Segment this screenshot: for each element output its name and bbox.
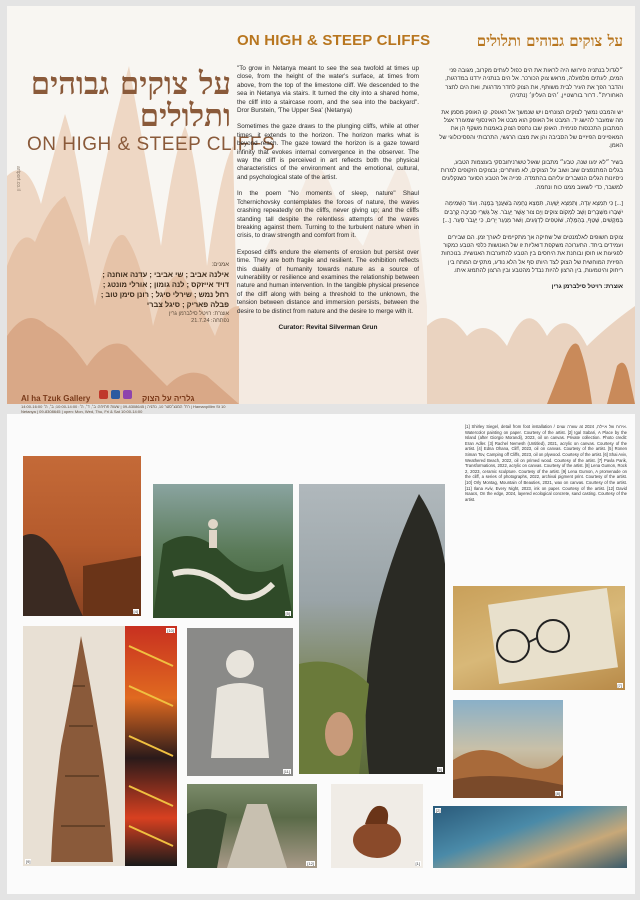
artwork-credits: [1] Shirley Siegel, detail from foot installation / עשרה עצים at אירוח של איילת, 2024. Watercolor painting on paper. Courtesy of the artist. [2] Igal Sabari, A Place by the Island (after Giorgio Morandi), 2023, oil on canvas. Private collection. Photo credit: Eran Adler. [3] Rachel Nemesh (Untitled), 2021, acrylic on canvas. Courtesy of the artist. [4] Edna Ohana, Cliff, 2023, oil on canvas. Courtesy of the artist. [5] Ronen Siman Tov, Camping off Cliffs, 2023, oil on plywood. Courtesy of the artist. [6] Shai Aviv, Weathered Beach, 2022, oil on primed wood. Courtesy of the artist. [7] Pavla Parik, Transformations, 2022, acrylic on canvas. Courtesy of the artist. [8] Lena Gumon, Rock 2, 2023, ceramic sculpture. Courtesy of the artist. [9] Lena Gumon, A promenade on the cliff, a series of photographs, 2022, archival pigment print. Courtesy of the artist. [10] Orly Montag, Mountain of Beauties, 2021, wax on canvas. Courtesy of the artist. [11] Ilana Aviv, Every Night, 2023, ink on paper. Courtesy of the artist. [12] David Isaacs, On the edge, 2024, layered ecological concrete, sand casting. Courtesy of the artist.: [465, 424, 627, 502]
sponsor-logos: [99, 386, 135, 404]
artwork-glasses: [453, 586, 625, 690]
artwork-caption: [11]: [283, 769, 290, 774]
sponsor-logo-icon: [99, 390, 108, 399]
opening-date: נפתחה: 21.7.24: [191, 318, 229, 324]
curator-small-name: אוצרת: רויטל סילברמן גרין: [168, 311, 229, 317]
hebrew-poem: [...] כִּי תִמְצָא עֵדָה, וְתִמְצָא יְשֻׁעָה, תִּמְצָא נֶחָמָה בְּשִׁעֲנֵךְ בָּמֶנָּה. וְעוֹד הַשְׁמִימָה יִשְׁבְּרוּ מִשְׁבָּרִים וְשָׁב לִמְקוֹם צוּקִים וְיָם צוּר אֲשֶׁר יַעֲבֹר. אֶל גַּשְׁרֵי סְבִיבָה קְרָבִים בַּמִּקָּשִׁים, שֶׁטֶף, בְּהַמֻּלָּה, שׁוֹטְפִים לְדַגָּעִים, וְשׁוּר מְנַעֵר יָרִים, כִּי יַעֲבֹר סַעַר. [...]: [442, 201, 623, 225]
gallery-name-he: גלריה על הצוק: [142, 394, 195, 403]
hebrew-paragraph: צוקים חשופים לאלמנטים של שחיקה אך מתקיימים לאורך זמן. הם שבירים ועמידים ביחד. התערוכה משקפת דואליות זו של האנושות כלפי הטבע כמקור לפגיעות או חוסן ובוחנת את היחסים בין הטבע להתערבות האנושית. בנוכחות הפיזית המוחשית של הצוק לצד היותו סף אל הלא נודע, מתקיים המתח בין ריחוק והיטמעות, בין הרצון להיות נבדל מהטבע ובין הרצון להתמזג איתו.: [441, 234, 623, 275]
artwork-caption: [2]: [436, 808, 441, 813]
artwork-caption: [4]: [133, 609, 138, 614]
artists-line: רחל נמש ; שירלי סיגל ; רונן סימן טוב ;: [100, 290, 229, 299]
hebrew-paragraph: ״לגדול בנתניה פירושו היה לראות את הים כפול לעתים מקרוב, מגובה פני המים, לעתים מלמעלה, מראש צוק הכורכר. אל הים בנתניה ירדנו במדרגות, והדבר הפך את העיר לבית משותף, את הצוק לחדר מדרגות, ואת הים לחצר האחורית״. דרור בורשטיין, ׳הים העליון׳ (נתניה): [445, 68, 623, 100]
artwork-caption: [7]: [617, 683, 622, 688]
english-text-column: [237, 32, 431, 331]
culture-logo-icon: [123, 390, 132, 399]
artwork-tall-sculpture: [23, 626, 141, 866]
artwork-wax-painting: [125, 626, 177, 866]
artists-label: אמנים:: [211, 262, 229, 268]
artwork-seascape: [433, 806, 627, 868]
english-curator: Curator: Revital Silverman Grun: [278, 323, 378, 331]
artwork-torso-sculpture: [187, 628, 293, 776]
artists-line: פבלה פאריק ; סיגל צברי: [146, 300, 229, 309]
hebrew-text-column: [439, 32, 623, 290]
artwork-caption: [9]: [26, 859, 31, 864]
hebrew-curator: אוצרת: רויטל סילברמן גרין: [551, 283, 623, 290]
english-paragraph: Exposed cliffs endure the elements of erosion but persist over time. They are both fragile and resilient. The exhibition reflects this duality of humanity towards nature as a source of vulnerability or resilience and examines the relationship between nature and human intervention. In the tangible physical presence of the cliff along with being a threshold to the unknown, the tension between distance and immersion persists, between the desire to be distinct from nature and the desire to merge with it.: [237, 248, 419, 315]
hebrew-paragraph: בשיר ״לא ינעו שנה, טבע״ מתבונן שאול טשרניחובסקי בעוצמות הטבע, בגלים המתנפצים שוב ושוב על הצוקים, לא מוותרים; ובצוקים הזקופים למרות ניסיונות הגלים הנשברים עליהם בהתמדה. פנייה אל הטבע הסוער כשנקלעים למשבר, כדי לשאוב ממנו כוח ונחמה.: [440, 159, 623, 191]
english-paragraph: Sometimes the gaze draws to the plunging cliffs, while at other times, it extends to the horizon. The horizon marks what is beyond reach. The gaze toward the horizon is a gaze toward infinity that evokes internal convergence in the observer. The way the cliff is perceived in art reflects both the physical characteristics of the environment and the emotional, cultural, and psychological state of the artist.: [237, 123, 419, 181]
hebrew-main-title: על צוקים גבוהים ותלולים: [30, 66, 231, 134]
hebrew-heading: על צוקים גבוהים ותלולים: [476, 32, 623, 50]
artwork-coastal-landscape: [453, 700, 563, 798]
artists-list: [37, 270, 229, 310]
site-url: artport.co.il: [15, 166, 21, 191]
artwork-page: [7, 414, 635, 894]
artwork-dark-rock: [299, 484, 445, 774]
gallery-address: רח׳ המנצ׳סטר 10, נתניה | 09-8308645 | שעות פתיחה: ב׳, ד׳, ה׳: 10:00-14:00; ב׳, ה׳ 14:00-16:00 | Hamanpillim St 10 Netanya | 09-8308645 | open: Mon, Wed, Thu, Fri & Sat 10:00-14:00: [21, 404, 226, 414]
artwork-sunset-cliff: [23, 456, 141, 616]
artwork-caption: [6]: [437, 767, 442, 772]
artwork-figures-cliff: [153, 484, 293, 618]
english-paragraph: "To grow in Netanya meant to see the sea twofold at times up close, from the height of the water's surface, at times from above, from the top of the limestone cliff. We descended to the sea in Netanya via stairs. It turned the city into a shared home, the cliff into a staircase room, and the sea into the backyard". Dror Burstein, 'The Upper Sea' (Netanya): [237, 65, 419, 115]
english-heading: ON HIGH & STEEP CLIFFS: [237, 32, 431, 49]
municipality-logo-icon: [111, 390, 120, 399]
artwork-clay-sculpture: [331, 784, 423, 868]
artists-line: דויד אייזקס ; לנה גומון ; אורלי מונטג ;: [102, 280, 229, 289]
gallery-name-en: Al ha Tzuk Gallery: [21, 394, 91, 403]
brochure-spread: [7, 6, 635, 414]
artwork-caption: [8]: [555, 791, 560, 796]
hebrew-paragraph: יש והמבט נמשך לצוקים הצונחים ויש שנמשך אל האופק. קו האופק מסמן את מה שמעבר להישג יד. המבט אל האופק הוא מבט אל האינסוף שמעורר אצל המתבונן התכנסות פנימית. האופן שבו נתפס הצוק באמנות משקף הן את המאפיינים הפיזיים של הסביבה והן את מצבו הרגשי, התרבותי והפסיכולוגי של האמן.: [439, 109, 623, 150]
artwork-caption: [10]: [167, 628, 174, 633]
artwork-stairs-photo: [187, 784, 317, 868]
artwork-caption: [5]: [285, 611, 290, 616]
english-main-title: ON HIGH & STEEP CLIFFS: [27, 134, 276, 155]
artwork-caption: [1]: [415, 861, 420, 866]
curator-small: [127, 311, 229, 325]
english-paragraph: In the poem "No moments of sleep, nature" Shaul Tchernichovsky contemplates the forces of nature, the waves crashing repeatedly on the cliffs, never giving up; and the cliffs standing tall despite the relentless attempts of the waves breaking against them. Turning to the turbulent nature when in crisis, to draw strength and comfort from it.: [237, 190, 419, 240]
artwork-caption: [12]: [307, 861, 314, 866]
artists-line: אילנה אביב ; שי אביבי ; עדנה אוחנה ;: [102, 270, 229, 279]
